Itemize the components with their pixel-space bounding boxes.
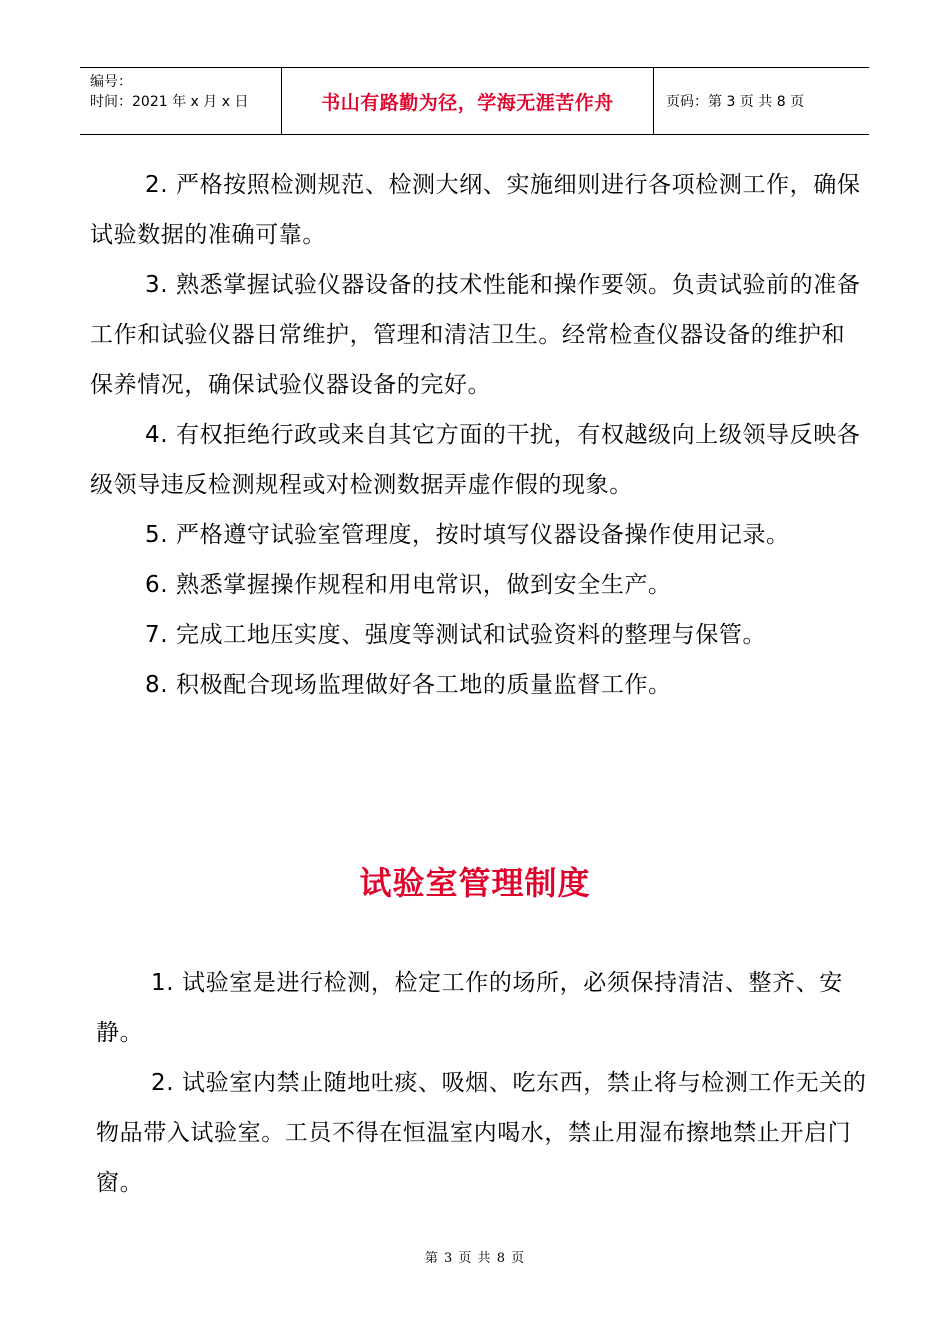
duty-item: 8. 积极配合现场监理做好各工地的质量监督工作。 bbox=[145, 672, 672, 698]
duty-item: 4. 有权拒绝行政或来自其它方面的干扰，有权越级向上级领导反映各级领导违反检测规程或对检测数据弄虚作假的现象。 bbox=[90, 422, 861, 498]
rules-list bbox=[96, 958, 871, 1208]
rule-item: 2. 试验室内禁止随地吐痰、吸烟、吃东西，禁止将与检测工作无关的物品带入试验室。工员不得在恒温室内喝水，禁止用湿布擦地禁止开启门窗。 bbox=[96, 1070, 867, 1196]
header-page-info: 页码：第 3 页 共 8 页 bbox=[666, 94, 805, 110]
duty-item: 2. 严格按照检测规范、检测大纲、实施细则进行各项检测工作，确保试验数据的准确可靠。 bbox=[90, 172, 861, 248]
serial-number-label: 编号： bbox=[90, 74, 132, 90]
duty-item: 5. 严格遵守试验室管理度，按时填写仪器设备操作使用记录。 bbox=[145, 522, 790, 548]
document-header bbox=[80, 67, 869, 135]
header-meta-cell bbox=[80, 68, 282, 134]
duty-item: 7. 完成工地压实度、强度等测试和试验资料的整理与保管。 bbox=[145, 622, 767, 648]
duty-item: 6. 熟悉掌握操作规程和用电常识，做到安全生产。 bbox=[145, 572, 672, 598]
page-footer: 第 3 页 共 8 页 bbox=[424, 1251, 526, 1266]
rule-item: 1. 试验室是进行检测，检定工作的场所，必须保持清洁、整齐、安静。 bbox=[96, 970, 843, 1046]
section-title: 试验室管理制度 bbox=[359, 864, 591, 902]
header-motto: 书山有路勤为径，学海无涯苦作舟 bbox=[282, 68, 654, 134]
duty-item: 3. 熟悉掌握试验仪器设备的技术性能和操作要领。负责试验前的准备工作和试验仪器日常维护，管理和清洁卫生。经常检查仪器设备的维护和保养情况，确保试验仪器设备的完好。 bbox=[90, 272, 861, 398]
date-label: 时间：2021 年 x 月 x 日 bbox=[90, 94, 249, 110]
duties-list bbox=[90, 160, 865, 710]
